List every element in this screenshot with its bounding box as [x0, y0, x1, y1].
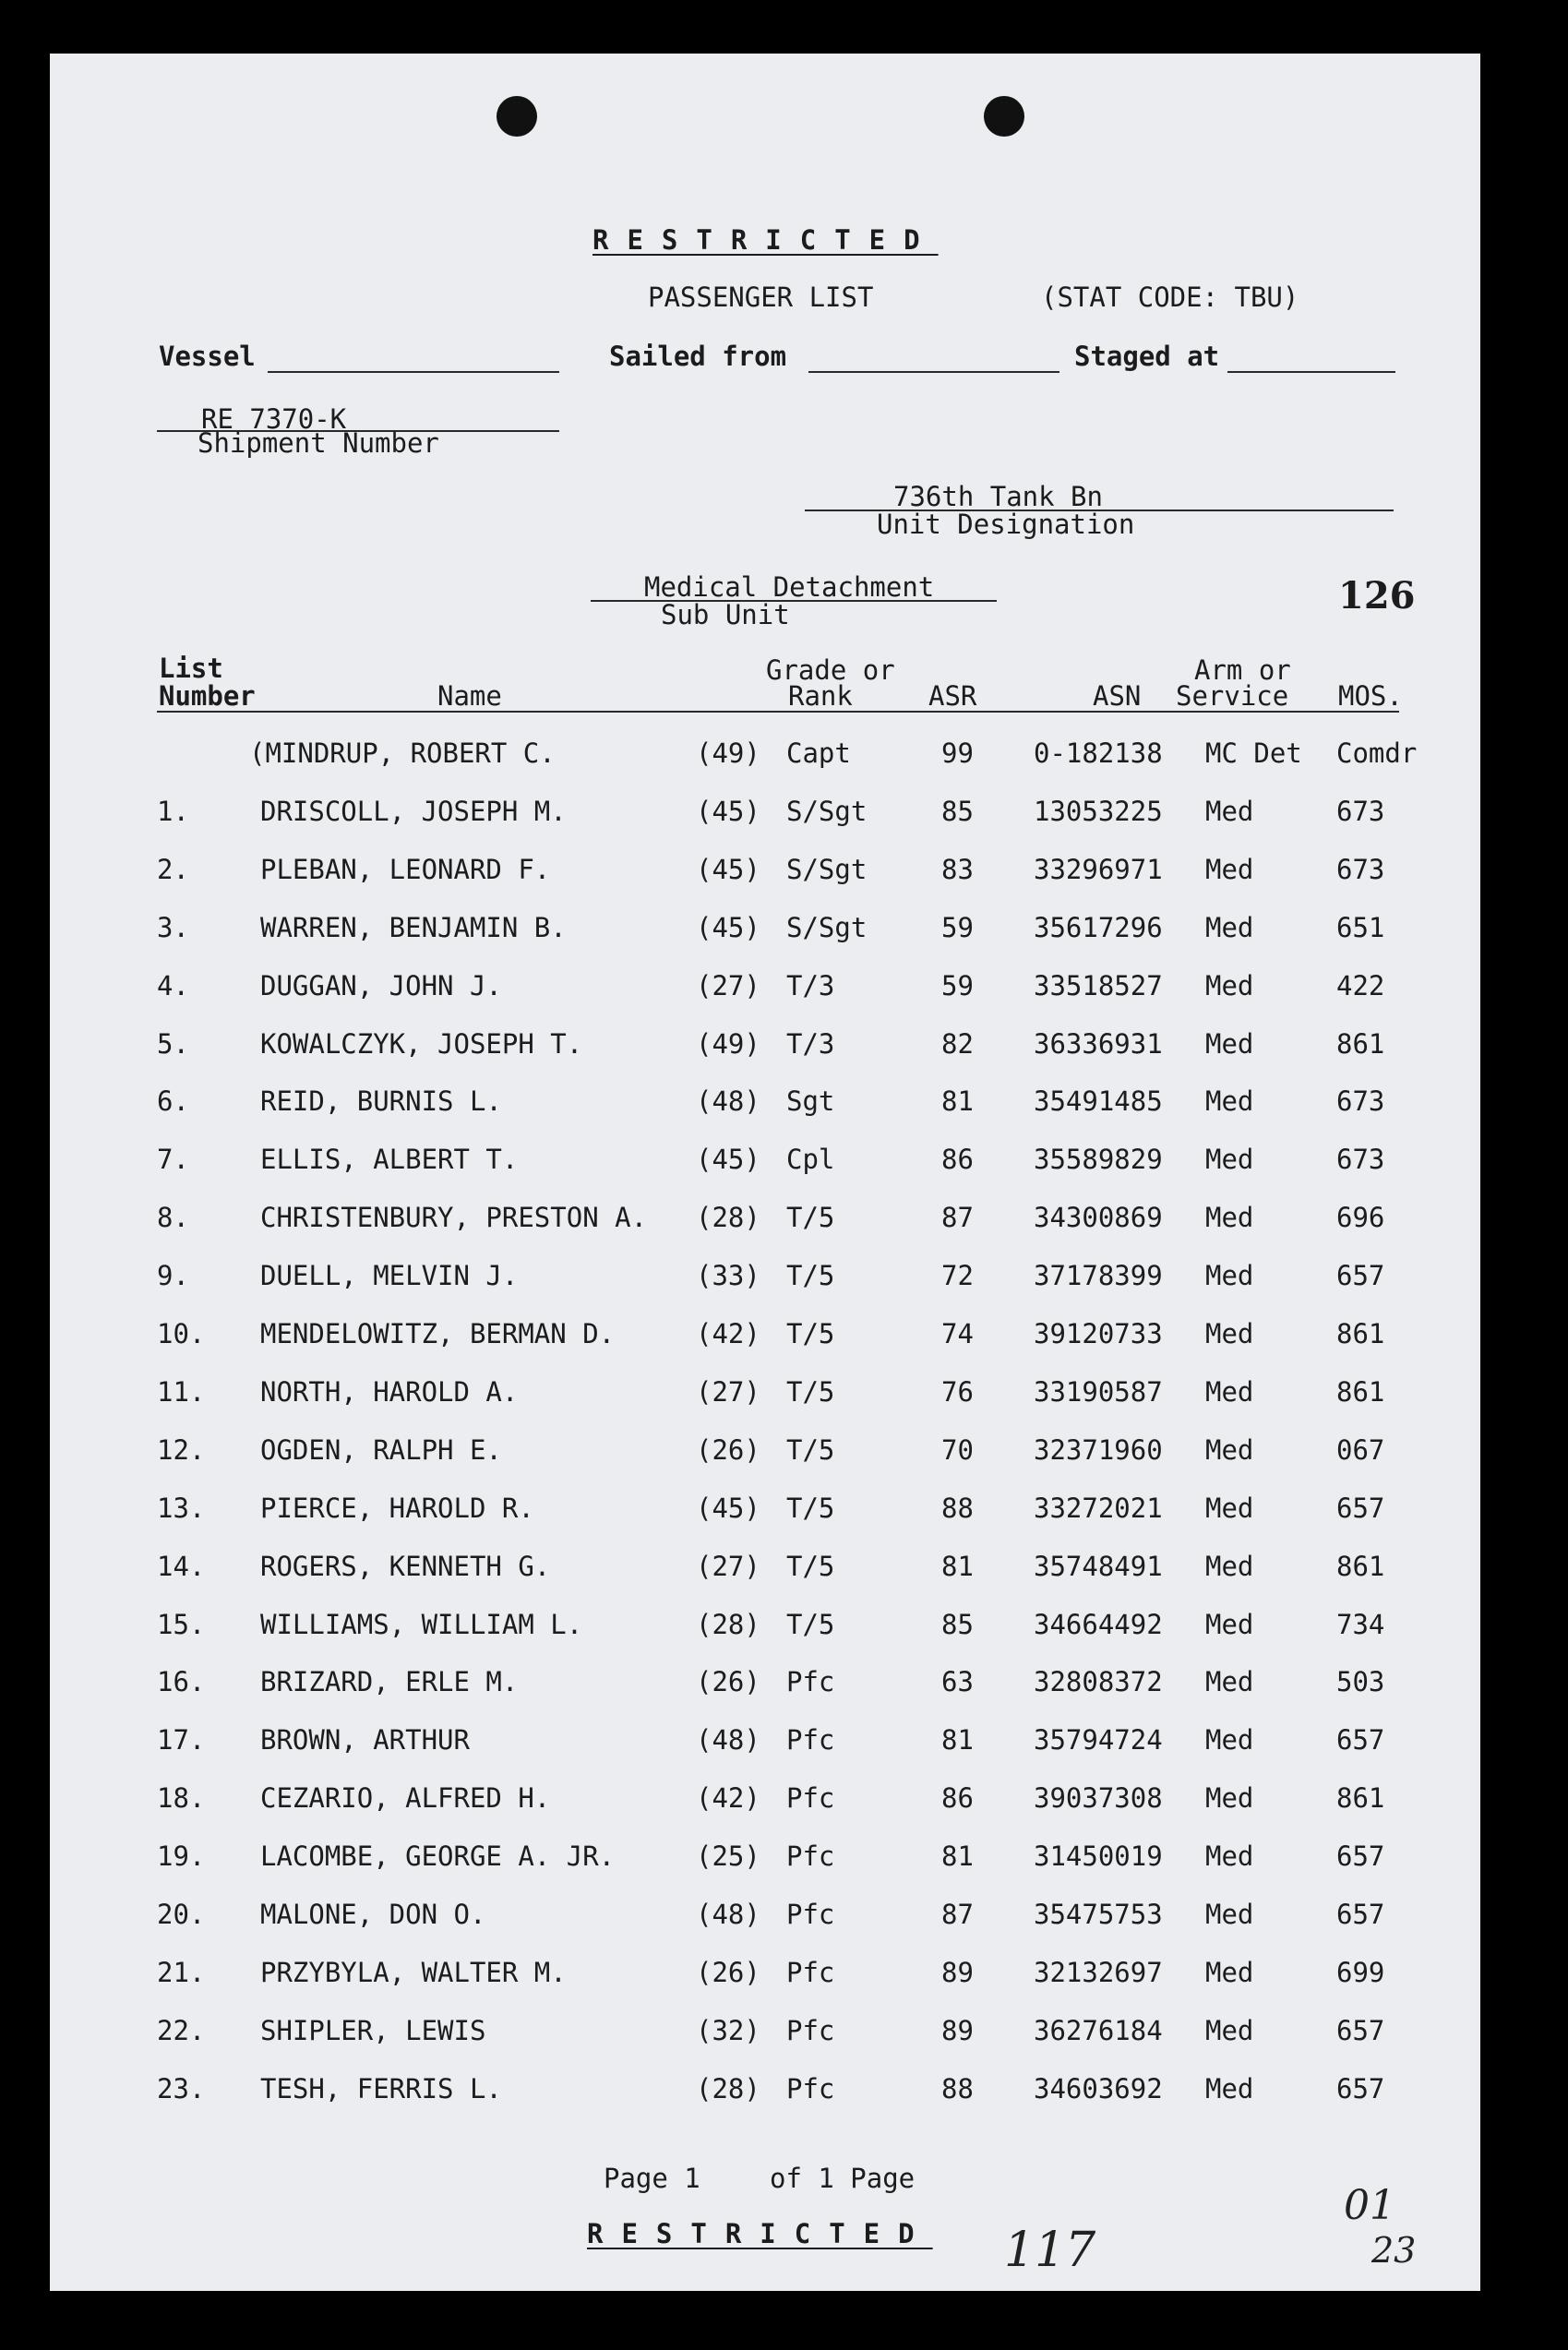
row-asr: 86 [941, 1782, 974, 1814]
row-arm: Med [1205, 1666, 1254, 1697]
row-arm: Med [1205, 1551, 1254, 1582]
row-age: (26) [696, 1957, 760, 1988]
row-asn: 13053225 [1034, 796, 1163, 827]
row-grade: Cpl [786, 1144, 835, 1175]
restricted-stamp-top: RESTRICTED [592, 224, 939, 256]
row-age: (42) [696, 1782, 760, 1814]
row-asr: 74 [941, 1318, 974, 1349]
row-grade: T/5 [786, 1434, 835, 1466]
row-list-number: 4. [157, 970, 189, 1001]
restricted-stamp-bottom: RESTRICTED [587, 2218, 933, 2249]
row-age: (45) [696, 912, 760, 943]
row-asr: 87 [941, 1899, 974, 1930]
row-age: (48) [696, 1899, 760, 1930]
row-mos: 734 [1336, 1609, 1385, 1640]
row-grade: T/5 [786, 1318, 835, 1349]
sub-unit-label: Sub Unit [661, 599, 790, 630]
row-mos: 861 [1336, 1028, 1385, 1060]
row-mos: Comdr [1336, 737, 1418, 769]
col-arm-2: Service [1176, 680, 1289, 712]
row-name: BROWN, ARTHUR [260, 1724, 470, 1756]
row-grade: T/3 [786, 1028, 835, 1060]
row-mos: 673 [1336, 796, 1385, 827]
row-arm: Med [1205, 1782, 1254, 1814]
row-asn: 36336931 [1034, 1028, 1163, 1060]
row-mos: 503 [1336, 1666, 1385, 1697]
row-asr: 81 [941, 1724, 974, 1756]
row-list-number: 22. [157, 2015, 206, 2046]
row-name: DUELL, MELVIN J. [260, 1260, 519, 1291]
row-asn: 35589829 [1034, 1144, 1163, 1175]
row-mos: 657 [1336, 1493, 1385, 1524]
row-asn: 34603692 [1034, 2073, 1163, 2104]
row-name: TESH, FERRIS L. [260, 2073, 502, 2104]
row-name: PIERCE, HAROLD R. [260, 1493, 534, 1524]
vessel-field-line [268, 371, 559, 373]
row-asr: 85 [941, 796, 974, 827]
row-arm: Med [1205, 1144, 1254, 1175]
row-asn: 33272021 [1034, 1493, 1163, 1524]
row-grade: Pfc [786, 1957, 835, 1988]
handwritten-note-01: 01 [1344, 2182, 1395, 2229]
row-asn: 33518527 [1034, 970, 1163, 1001]
row-name: BRIZARD, ERLE M. [260, 1666, 519, 1697]
row-age: (45) [696, 796, 760, 827]
row-arm: Med [1205, 1724, 1254, 1756]
row-mos: 861 [1336, 1318, 1385, 1349]
row-asr: 88 [941, 2073, 974, 2104]
row-grade: Pfc [786, 2015, 835, 2046]
col-asr: ASR [928, 680, 977, 712]
row-asr: 72 [941, 1260, 974, 1291]
row-mos: 699 [1336, 1957, 1385, 1988]
row-age: (26) [696, 1666, 760, 1697]
row-asr: 70 [941, 1434, 974, 1466]
row-asn: 32808372 [1034, 1666, 1163, 1697]
row-asr: 85 [941, 1609, 974, 1640]
row-asr: 63 [941, 1666, 974, 1697]
row-name: NORTH, HAROLD A. [260, 1376, 519, 1408]
row-list-number: 18. [157, 1782, 206, 1814]
row-name: REID, BURNIS L. [260, 1085, 502, 1117]
row-asr: 82 [941, 1028, 974, 1060]
row-asn: 32371960 [1034, 1434, 1163, 1466]
row-name: WILLIAMS, WILLIAM L. [260, 1609, 583, 1640]
row-list-number: 13. [157, 1493, 206, 1524]
row-asr: 88 [941, 1493, 974, 1524]
row-asn: 35748491 [1034, 1551, 1163, 1582]
row-mos: 657 [1336, 2015, 1385, 2046]
row-arm: Med [1205, 854, 1254, 885]
col-mos: MOS. [1338, 680, 1403, 712]
row-mos: 696 [1336, 1202, 1385, 1233]
row-mos: 673 [1336, 854, 1385, 885]
shipment-number-value: RE 7370-K [201, 403, 347, 435]
row-mos: 861 [1336, 1551, 1385, 1582]
row-arm: MC Det [1205, 737, 1302, 769]
row-asr: 81 [941, 1551, 974, 1582]
sailed-from-label: Sailed from [609, 341, 787, 372]
row-grade: Pfc [786, 2073, 835, 2104]
col-asn: ASN [1093, 680, 1142, 712]
row-list-number: 12. [157, 1434, 206, 1466]
row-arm: Med [1205, 1085, 1254, 1117]
punch-hole [984, 96, 1024, 137]
row-grade: S/Sgt [786, 912, 868, 943]
row-name: KOWALCZYK, JOSEPH T. [260, 1028, 583, 1060]
sub-unit-value: Medical Detachment [644, 571, 935, 603]
shipment-number-label: Shipment Number [197, 427, 439, 459]
unit-designation-label: Unit Designation [877, 509, 1135, 540]
row-grade: Pfc [786, 1724, 835, 1756]
row-mos: 657 [1336, 1724, 1385, 1756]
row-list-number: 17. [157, 1724, 206, 1756]
row-age: (48) [696, 1724, 760, 1756]
row-list-number: 8. [157, 1202, 189, 1233]
row-list-number: 3. [157, 912, 189, 943]
row-asr: 83 [941, 854, 974, 885]
row-list-number: 1. [157, 796, 189, 827]
row-asn: 37178399 [1034, 1260, 1163, 1291]
unit-designation-value: 736th Tank Bn [893, 481, 1103, 512]
row-asn: 33296971 [1034, 854, 1163, 885]
row-age: (27) [696, 1376, 760, 1408]
col-grade-2: Rank [788, 680, 853, 712]
row-arm: Med [1205, 1493, 1254, 1524]
row-grade: T/3 [786, 970, 835, 1001]
row-age: (28) [696, 1202, 760, 1233]
row-asn: 0-182138 [1034, 737, 1163, 769]
row-mos: 422 [1336, 970, 1385, 1001]
row-mos: 651 [1336, 912, 1385, 943]
row-asn: 35617296 [1034, 912, 1163, 943]
row-name: CHRISTENBURY, PRESTON A. [260, 1202, 648, 1233]
stat-code: (STAT CODE: TBU) [1041, 282, 1299, 313]
row-age: (42) [696, 1318, 760, 1349]
column-header-underline [157, 711, 1399, 713]
row-grade: S/Sgt [786, 854, 868, 885]
row-name: DRISCOLL, JOSEPH M. [260, 796, 567, 827]
row-asn: 35491485 [1034, 1085, 1163, 1117]
row-mos: 861 [1336, 1376, 1385, 1408]
row-name: SHIPLER, LEWIS [260, 2015, 486, 2046]
row-list-number: 7. [157, 1144, 189, 1175]
row-grade: Pfc [786, 1782, 835, 1814]
passenger-count: 126 [1338, 574, 1416, 617]
row-age: (33) [696, 1260, 760, 1291]
row-grade: Pfc [786, 1840, 835, 1872]
punch-hole [497, 96, 537, 137]
row-name: MALONE, DON O. [260, 1899, 486, 1930]
row-list-number: 5. [157, 1028, 189, 1060]
row-mos: 657 [1336, 2073, 1385, 2104]
row-name: ELLIS, ALBERT T. [260, 1144, 519, 1175]
row-mos: 657 [1336, 1260, 1385, 1291]
row-age: (45) [696, 1144, 760, 1175]
page-total: of 1 Page [770, 2163, 916, 2194]
row-mos: 067 [1336, 1434, 1385, 1466]
row-asn: 34300869 [1034, 1202, 1163, 1233]
row-list-number: 10. [157, 1318, 206, 1349]
row-grade: Capt [786, 737, 851, 769]
row-asn: 31450019 [1034, 1840, 1163, 1872]
row-age: (27) [696, 1551, 760, 1582]
row-grade: T/5 [786, 1202, 835, 1233]
row-asn: 35475753 [1034, 1899, 1163, 1930]
row-age: (32) [696, 2015, 760, 2046]
col-arm: Arm or [1194, 654, 1291, 686]
row-list-number: 2. [157, 854, 189, 885]
row-grade: T/5 [786, 1551, 835, 1582]
page-number: Page 1 [604, 2163, 700, 2194]
row-name: MENDELOWITZ, BERMAN D. [260, 1318, 616, 1349]
row-mos: 657 [1336, 1840, 1385, 1872]
row-age: (48) [696, 1085, 760, 1117]
row-grade: Pfc [786, 1666, 835, 1697]
row-list-number: 9. [157, 1260, 189, 1291]
document-page [50, 54, 1480, 2291]
row-grade: T/5 [786, 1493, 835, 1524]
row-mos: 657 [1336, 1899, 1385, 1930]
row-list-number: 14. [157, 1551, 206, 1582]
row-arm: Med [1205, 1376, 1254, 1408]
row-mos: 861 [1336, 1782, 1385, 1814]
col-grade: Grade or [766, 654, 895, 686]
row-arm: Med [1205, 1609, 1254, 1640]
row-list-number: 20. [157, 1899, 206, 1930]
row-age: (49) [696, 737, 760, 769]
row-grade: T/5 [786, 1376, 835, 1408]
row-list-number: 11. [157, 1376, 206, 1408]
sub-unit-line [591, 600, 997, 602]
row-asr: 89 [941, 2015, 974, 2046]
row-asn: 32132697 [1034, 1957, 1163, 1988]
row-asr: 76 [941, 1376, 974, 1408]
row-asr: 87 [941, 1202, 974, 1233]
row-name: DUGGAN, JOHN J. [260, 970, 502, 1001]
row-grade: T/5 [786, 1260, 835, 1291]
row-list-number: 15. [157, 1609, 206, 1640]
row-grade: S/Sgt [786, 796, 868, 827]
row-asn: 34664492 [1034, 1609, 1163, 1640]
row-asr: 81 [941, 1840, 974, 1872]
row-asn: 33190587 [1034, 1376, 1163, 1408]
row-age: (45) [696, 1493, 760, 1524]
row-asn: 39037308 [1034, 1782, 1163, 1814]
row-age: (27) [696, 970, 760, 1001]
row-asr: 89 [941, 1957, 974, 1988]
row-arm: Med [1205, 1202, 1254, 1233]
row-asr: 86 [941, 1144, 974, 1175]
row-name: OGDEN, RALPH E. [260, 1434, 502, 1466]
col-name: Name [437, 680, 502, 712]
row-age: (26) [696, 1434, 760, 1466]
row-name: (MINDRUP, ROBERT C. [249, 737, 556, 769]
vessel-label: Vessel [159, 341, 256, 372]
staged-at-field-line [1227, 371, 1395, 373]
row-age: (28) [696, 2073, 760, 2104]
document-title: PASSENGER LIST [648, 282, 874, 313]
row-arm: Med [1205, 796, 1254, 827]
row-mos: 673 [1336, 1085, 1385, 1117]
staged-at-label: Staged at [1074, 341, 1220, 372]
col-list-number: List [159, 653, 223, 684]
row-age: (25) [696, 1840, 760, 1872]
row-list-number: 16. [157, 1666, 206, 1697]
row-list-number: 19. [157, 1840, 206, 1872]
col-list-number-2: Number [159, 680, 256, 712]
row-arm: Med [1205, 970, 1254, 1001]
row-age: (28) [696, 1609, 760, 1640]
row-grade: Pfc [786, 1899, 835, 1930]
row-arm: Med [1205, 1434, 1254, 1466]
row-list-number: 23. [157, 2073, 206, 2104]
row-arm: Med [1205, 1028, 1254, 1060]
row-name: CEZARIO, ALFRED H. [260, 1782, 551, 1814]
row-arm: Med [1205, 1260, 1254, 1291]
row-asr: 99 [941, 737, 974, 769]
row-arm: Med [1205, 1899, 1254, 1930]
row-name: ROGERS, KENNETH G. [260, 1551, 551, 1582]
row-asr: 59 [941, 970, 974, 1001]
row-asr: 59 [941, 912, 974, 943]
row-list-number: 6. [157, 1085, 189, 1117]
row-name: WARREN, BENJAMIN B. [260, 912, 567, 943]
handwritten-note-23: 23 [1371, 2230, 1417, 2271]
row-asr: 81 [941, 1085, 974, 1117]
row-age: (45) [696, 854, 760, 885]
row-name: LACOMBE, GEORGE A. JR. [260, 1840, 616, 1872]
row-asn: 39120733 [1034, 1318, 1163, 1349]
row-name: PRZYBYLA, WALTER M. [260, 1957, 567, 1988]
row-arm: Med [1205, 2015, 1254, 2046]
row-arm: Med [1205, 2073, 1254, 2104]
row-asn: 35794724 [1034, 1724, 1163, 1756]
row-mos: 673 [1336, 1144, 1385, 1175]
row-list-number: 21. [157, 1957, 206, 1988]
row-arm: Med [1205, 912, 1254, 943]
row-grade: T/5 [786, 1609, 835, 1640]
row-arm: Med [1205, 1318, 1254, 1349]
row-grade: Sgt [786, 1085, 835, 1117]
row-age: (49) [696, 1028, 760, 1060]
handwritten-page-number: 117 [1004, 2223, 1096, 2278]
row-arm: Med [1205, 1957, 1254, 1988]
row-asn: 36276184 [1034, 2015, 1163, 2046]
row-name: PLEBAN, LEONARD F. [260, 854, 551, 885]
sailed-from-field-line [808, 371, 1059, 373]
row-arm: Med [1205, 1840, 1254, 1872]
